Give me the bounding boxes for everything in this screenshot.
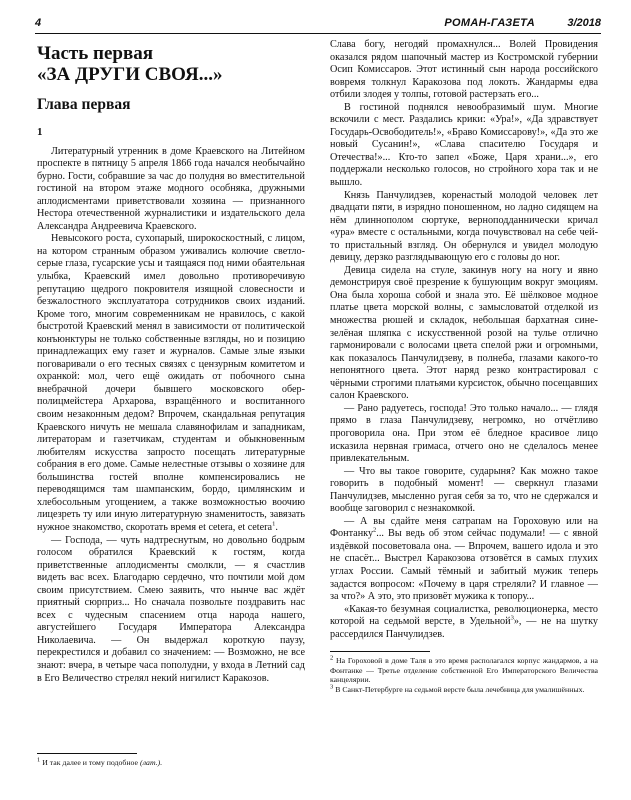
paragraph: — Что вы такое говорите, сударыня? Как можно такое говорить в подобный момент! — сверкнул глазами Панчулидзев, мысленно ругая себя за то, что не сдержался и вообще заговорил с незнакомкой. — [330, 465, 598, 515]
part-label: Часть первая — [37, 43, 153, 64]
paragraph-text: ... Вы ведь об этом сейчас подумали! — с явной издёвкой посоветовала она. — Впрочем, вашего идола и это не спасёт... Выстрел Каракозова отзовётся в самых глухих углах России. Самый тёмный и забитый мужик теперь задастся вопросом: «Почему в царя стреляли? И главное — за что?» А это, это призовёт мужика к топору... — [330, 528, 598, 603]
paragraph-text: », — не на шутку рассердился Панчулидзев. — [330, 616, 598, 640]
paragraph: Литературный утренник в доме Краевского на Литейном проспекте в пятницу 5 апреля 1866 года начался необычайно бурно. Гости, собравшие за час до полудня во вместительной гостиной на втором этаже модного особняка, дружными аплодисментами приветствовали хозяина — признанного Нестора отечественной журналистики и издательского дела Александра Андреевича Краевского. — [37, 145, 305, 232]
paragraph: Князь Панчулидзев, коренастый молодой человек лет двадцати пяти, в изрядно поношенном, но ладно сидящем на нём длиннополом сюртуке, верноподданнически кричал «ура» вместе с остальными, когда почувствовал на себе чей-то пристальный взгляд. Он обернулся и увидел молодую девицу, дерзко разглядывающую его с головы до ног. — [330, 189, 598, 264]
footnote — [330, 656, 598, 685]
footnote-rule — [330, 651, 430, 652]
issue-number: 3/2018 — [567, 17, 601, 29]
footnote-rule — [37, 753, 137, 754]
paragraph: В гостиной поднялся невообразимый шум. Многие вскочили с мест. Раздались крики: «Ура!», «Да здравствует Государь-Освободитель!», «Браво Комиссарову!», «Да это же новый Сусанин!», «Слава спасителю Государя и Отечества!»... Кто-то запел «Боже, Царя храни...», его поддержали несколько голосов, но стройного хора так и не вышло. — [330, 101, 598, 189]
footnote-text: И так далее и тому подобное — [42, 758, 139, 767]
right-footnotes — [330, 651, 598, 694]
left-column — [37, 39, 305, 685]
paragraph: Невысокого роста, сухопарый, широкоскостный, с лицом, на котором странным образом уживались колючие светло-серые глаза, гусарские усы и таящаяся под ними обаятельная улыбка, Краевский имел довольно противоречивую репутацию щедрого покровителя изящной словесности и безжалостного эксплуататора сотрудников своих изданий. Кроме того, многим современникам не нравилось, с какой быстротой Краевский менял в зависимости от политической конъюнктуры не только собственные взгляды, но и позицию принадлежащих ему газет и журналов. Самые злые языки поговаривали о его тесных связях с цензурным комитетом и охранкой: мол, чего ещё ожидать от побочного сына внебрачной дочери бывшего московского обер-полицмейстера Архарова, взращённого и воспитанного своим незаконным дедом? Впрочем, скандальная репутация Краевского ничуть не мешала славянофилам и западникам, литераторам и газетчикам, студентам и обыкновенным любителям искусства запросто посещать литературные собрания в его доме. Самые нелестные отзывы о хозяине для большинства гостей вполне компенсировались не переводящимся там шампанским, бордо, цимлянским и хлебосольным угощением, а также возможностью воочию лицезреть ту или иную литературную знаменитость, завязать нужное знакомство, скоротать время et cetera, et cetera$^1$. — [37, 233, 305, 533]
left-footnotes — [37, 753, 305, 768]
page-number: 4 — [35, 17, 42, 29]
footnote — [37, 758, 305, 768]
paragraph-text: Невысокого роста, сухопарый, широкоскостный, с лицом, на котором странным образом уживались колючие светло-серые глаза, гусарские усы и таящаяся под ними обаятельная улыбка, Краевский имел довольно противоречивую репутацию щедрого покровителя изящной словесности и безжалостного эксплуататора сотрудников своих изданий. Кроме того, многим современникам не нравилось, с какой быстротой Краевский менял в зависимости от политической конъюнктуры не только собственные взгляды, но и позицию принадлежащих ему газет и журналов. Самые злые языки поговаривали о его тесных связях с цензурным комитетом и охранкой: мол, чего ещё ожидать от побочного сына внебрачной дочери бывшего московского обер-полицмейстера Архарова, взращённого и воспитанного своим незаконным дедом? Впрочем, скандальная репутация Краевского ничуть не мешала славянофилам и западникам, литераторам и газетчикам, студентам и обыкновенным любителям искусства запросто посещать литературные собрания в его доме. Самые нелестные отзывы о хозяине для большинства гостей вполне компенсировались не переводящимся там шампанским, бордо, цимлянским и хлебосольным угощением, а также возможностью воочию лицезреть ту или иную литературную знаменитость, завязать нужное знакомство, скоротать время et cetera, et cetera — [37, 233, 305, 533]
footnote-number: 1 — [37, 756, 41, 764]
paragraph: — Господа, — чуть надтреснутым, но довольно бодрым голосом обратился Краевский к гостям, когда приветственные аплодисменты смолкли, — я счастлив видеть вас всех. Благодарю сердечно, что почтили мой дом своим присутствием. Смею заявить, что нынче вас ждёт приятный сюрприз... Но сначала позвольте поздравить нас всех с чудесным спасением отца народа нашего, августейшего Государя Императора Александра Николаевича. — Он выдержал короткую паузу, перекрестился и добавил со значением: — Возможно, не все знают: вчера, в четыре часа пополудни, у входа в Летний сад в Его Величество стрелял некий нигилист Каракозов. — [37, 534, 305, 684]
header-rule — [35, 33, 601, 34]
part-title: «ЗА ДРУГИ СВОЯ...» — [37, 64, 223, 85]
paragraph: Девица сидела на стуле, закинув ногу на ногу и явно демонстрируя своё презрение к бушующим вокруг эмоциям. Она была хороша собой и знала это. Её шёлковое модное платье цвета морской волны, с замысловатой отделкой из множества рюшей и складок, небольшая бархатная сине-зелёная шляпка с искусственной розой на тулье отлично гармонировали с волосами цвета спелой ржи и огромными, как показалось Панчулидзеву, в полнеба, глазами какого-то непонятного цвета. Этот наряд резко контрастировал с чёрными строгими платьями курсисток, обычно посещавших салон Краевского. — [330, 264, 598, 402]
footnote-text: В Санкт-Петербурге на седьмой версте была лечебница для умалишённых. — [335, 684, 585, 694]
footnote-number: 3 — [330, 683, 334, 691]
section-number: 1 — [37, 126, 43, 138]
paragraph: — Рано радуетесь, господа! Это только начало... — глядя прямо в глаза Панчулидзеву, негромко, но отчётливо проговорила она. При этом её бледное красивое лицо исказила нервная гримаса, отчего оно не сделалось менее привлекательным. — [330, 402, 598, 465]
footnote — [330, 685, 598, 695]
footnote-note: (лат.). — [139, 758, 163, 767]
footnote-number: 2 — [330, 654, 334, 662]
magazine-title: РОМАН-ГАЗЕТА — [444, 17, 535, 29]
footnote-marker: 2 — [373, 526, 377, 534]
right-column — [330, 39, 598, 641]
running-header — [35, 17, 601, 33]
chapter-heading: Глава первая — [37, 96, 131, 113]
paragraph — [330, 604, 598, 642]
paragraph-text: «Какая-то безумная социалистка, революционерка, место которой на седьмой версте, в Удельной — [330, 603, 598, 628]
paragraph: Слава богу, негодяй промахнулся... Волей Провидения оказался рядом шапочный мастер из Костромской губернии Осип Комиссаров. Этот истинный сын народа российского вовремя толкнул Каракозова под локоть. Жандармы едва отбили злодея у толпы, готовой растерзать его... — [330, 39, 598, 101]
footnote-marker: 1 — [272, 520, 276, 528]
part-heading — [37, 43, 305, 85]
footnote-text: На Гороховой в доме Таля в это время располагался корпус жандармов, а на Фонтанке — Третье отделение собственной Его Императорского Величества канцелярии. — [330, 656, 598, 685]
footnote-marker: 3 — [510, 614, 514, 622]
paragraph — [330, 516, 598, 604]
paragraph-text: — А вы сдайте меня сатрапам на Гороховую или на Фонтанку — [330, 515, 598, 540]
